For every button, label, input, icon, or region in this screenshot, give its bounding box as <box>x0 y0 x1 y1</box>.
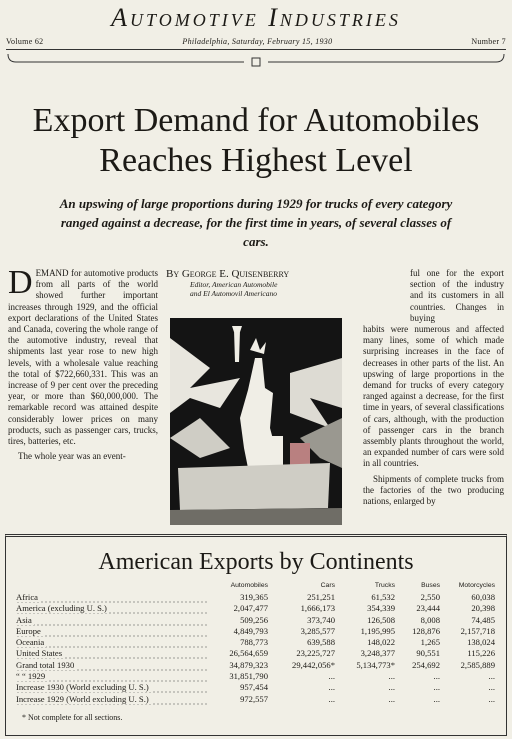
volume-label: Volume 62 <box>6 37 44 46</box>
row-label-cell <box>16 592 209 603</box>
cell-automobiles: 957,454 <box>240 682 268 693</box>
table-title: American Exports by Continents <box>98 549 414 575</box>
table-row <box>16 592 496 603</box>
article-column-3 <box>363 324 504 507</box>
col1-para2: The whole year was an event- <box>18 451 126 462</box>
cell-motorcycles: 60,038 <box>471 592 495 602</box>
row-label-cell <box>16 615 209 626</box>
row-label-cell <box>16 694 209 705</box>
article-column-1 <box>8 264 158 462</box>
header-automobiles: Automobiles <box>230 582 268 589</box>
cell-automobiles: 4,849,793 <box>233 625 268 636</box>
cell-trucks: 61,532 <box>371 592 395 602</box>
cell-cars: 1,666,173 <box>300 603 335 614</box>
cell-trucks: 354,339 <box>367 603 395 614</box>
cell-buses: ... <box>433 671 440 682</box>
cell-buses: ... <box>433 682 440 693</box>
row-label: Increase 1930 (World excluding U. S.) <box>16 682 149 693</box>
cell-trucks: 148,022 <box>367 637 395 648</box>
cell-motorcycles: 115,226 <box>467 648 495 659</box>
cell-cars: 29,442,056* <box>292 659 335 670</box>
col3-para1: habits were numerous and affected many lines, some of which made surprising increases in the face of decreases in other parts of the list. An upswing of large proportions in the demand for trucks of every category ranged against a decrease, for the first time in years, of several classifications of cars, although, with the production of passenger cars in the branch assembly plants throughout the world, an expanded number of cars were sold in all countries. <box>363 324 504 469</box>
cell-motorcycles: 138,024 <box>467 637 495 648</box>
cell-cars: 373,740 <box>307 614 335 625</box>
cell-buses: ... <box>433 693 440 704</box>
author-name: By George E. Quisenberry <box>166 268 290 280</box>
table-row <box>16 660 496 671</box>
statue-of-liberty-illustration <box>170 318 342 525</box>
cell-automobiles: 972,557 <box>240 693 268 704</box>
byline <box>166 268 346 298</box>
cell-motorcycles: 2,585,889 <box>460 659 495 670</box>
cell-buses: 2,550 <box>420 592 440 602</box>
cell-cars: 251,251 <box>307 592 335 602</box>
header-motorcycles: Motorcycles <box>458 582 495 589</box>
cell-automobiles: 509,256 <box>240 614 268 625</box>
author-affiliation-2: and El Automovil Americano <box>190 289 278 298</box>
row-label: Oceania <box>16 637 45 648</box>
cell-motorcycles: ... <box>488 682 495 693</box>
article-column-3-top: ful one for the export section of the industry and its customers in all countries. Changes in buying <box>410 268 504 323</box>
cell-trucks: 3,248,377 <box>360 648 395 659</box>
cell-buses: 23,444 <box>416 603 440 614</box>
cell-automobiles: 788,773 <box>240 637 268 648</box>
cell-buses: 1,265 <box>420 637 440 648</box>
cell-cars: 3,285,577 <box>300 625 335 636</box>
cell-automobiles: 31,851,790 <box>229 671 268 682</box>
row-label-cell <box>16 682 209 693</box>
cell-automobiles: 2,047,477 <box>233 603 268 614</box>
dateline: Philadelphia, Saturday, February 15, 1930 <box>182 37 333 46</box>
masthead-title: Automotive Industries <box>111 3 401 32</box>
row-label-cell <box>16 671 209 682</box>
col3-para2: Shipments of complete trucks from the factories of the two producing nations, enlarged by <box>363 473 504 507</box>
cell-motorcycles: 2,157,718 <box>460 625 495 636</box>
row-label-cell <box>16 637 209 648</box>
article-deck: An upswing of large proportions during 1929 for trucks of every category ranged against a decrease, for the first time in years, of several classes of cars. <box>59 196 453 249</box>
cell-trucks: ... <box>388 682 395 693</box>
cell-motorcycles: ... <box>488 693 495 704</box>
table-row <box>16 671 496 682</box>
table-row <box>16 694 496 705</box>
table-row <box>16 615 496 626</box>
cell-automobiles: 34,879,323 <box>229 659 268 670</box>
cell-buses: 90,551 <box>416 648 440 659</box>
ornamental-rule <box>6 52 506 72</box>
issue-number: Number 7 <box>471 37 506 46</box>
cell-cars: 23,225,727 <box>296 648 335 659</box>
cell-trucks: 5,134,773* <box>356 659 395 670</box>
illustration-art <box>170 318 342 525</box>
issue-line <box>6 37 506 46</box>
row-label: Grand total 1930 <box>16 659 75 670</box>
table-row <box>16 648 496 659</box>
row-label: Europe <box>16 625 41 636</box>
row-label-cell <box>16 626 209 637</box>
table-row <box>16 603 496 614</box>
row-label: “ “ 1929 <box>16 671 46 682</box>
row-label-cell <box>16 603 209 614</box>
cell-automobiles: 319,365 <box>240 592 268 602</box>
masthead-rule <box>6 49 506 50</box>
headline-line-2: Reaches Highest Level <box>99 142 413 179</box>
cell-motorcycles: ... <box>488 671 495 682</box>
cell-automobiles: 26,564,659 <box>229 648 268 659</box>
cell-cars: ... <box>328 682 335 693</box>
row-label: United States <box>16 648 63 659</box>
cell-buses: 128,876 <box>412 625 440 636</box>
cell-trucks: 1,195,995 <box>360 625 395 636</box>
header-label-spacer <box>16 580 209 592</box>
col1-para1: EMAND for automotive products from all parts of the world showed further important increases through 1929, and the official export declarations of the United States and Canada, covering the whole range of the automotive industry, reveal that shipments last year rose to new high levels, with a wholesale value reaching the total of $722,660,331. This was an increase of 9 per cent over the preceding year, or more than $60,000,000. The remarkable record was attained despite considerably lower prices on many products, such as passenger cars, trucks, tires, batteries, etc. <box>8 268 158 447</box>
table-row <box>16 682 496 693</box>
row-label: America (excluding U. S.) <box>16 603 107 614</box>
table-row <box>16 626 496 637</box>
row-label-cell <box>16 648 209 659</box>
table-footnote: * Not complete for all sections. <box>22 713 123 722</box>
exports-table <box>16 580 496 705</box>
header-buses: Buses <box>421 582 440 589</box>
table-header-row <box>16 580 496 592</box>
header-cars: Cars <box>320 582 335 589</box>
row-label-cell <box>16 660 209 671</box>
cell-buses: 254,692 <box>412 659 440 670</box>
cell-trucks: ... <box>388 693 395 704</box>
headline-line-1: Export Demand for Automobiles <box>32 102 480 139</box>
header-trucks: Trucks <box>374 582 395 589</box>
cell-motorcycles: 20,398 <box>471 603 495 614</box>
author-affiliation-1: Editor, American Automobile <box>190 280 278 289</box>
cell-buses: 8,008 <box>420 614 440 625</box>
cell-trucks: 126,508 <box>367 614 395 625</box>
row-label: Increase 1929 (World excluding U. S.) <box>16 693 149 704</box>
row-label: Africa <box>16 592 38 602</box>
cell-cars: ... <box>328 693 335 704</box>
row-label: Asia <box>16 614 32 625</box>
cell-motorcycles: 74,485 <box>471 614 495 625</box>
table-row <box>16 637 496 648</box>
cell-trucks: ... <box>388 671 395 682</box>
cell-cars: 639,588 <box>307 637 335 648</box>
drop-cap: D <box>8 264 33 301</box>
cell-cars: ... <box>328 671 335 682</box>
